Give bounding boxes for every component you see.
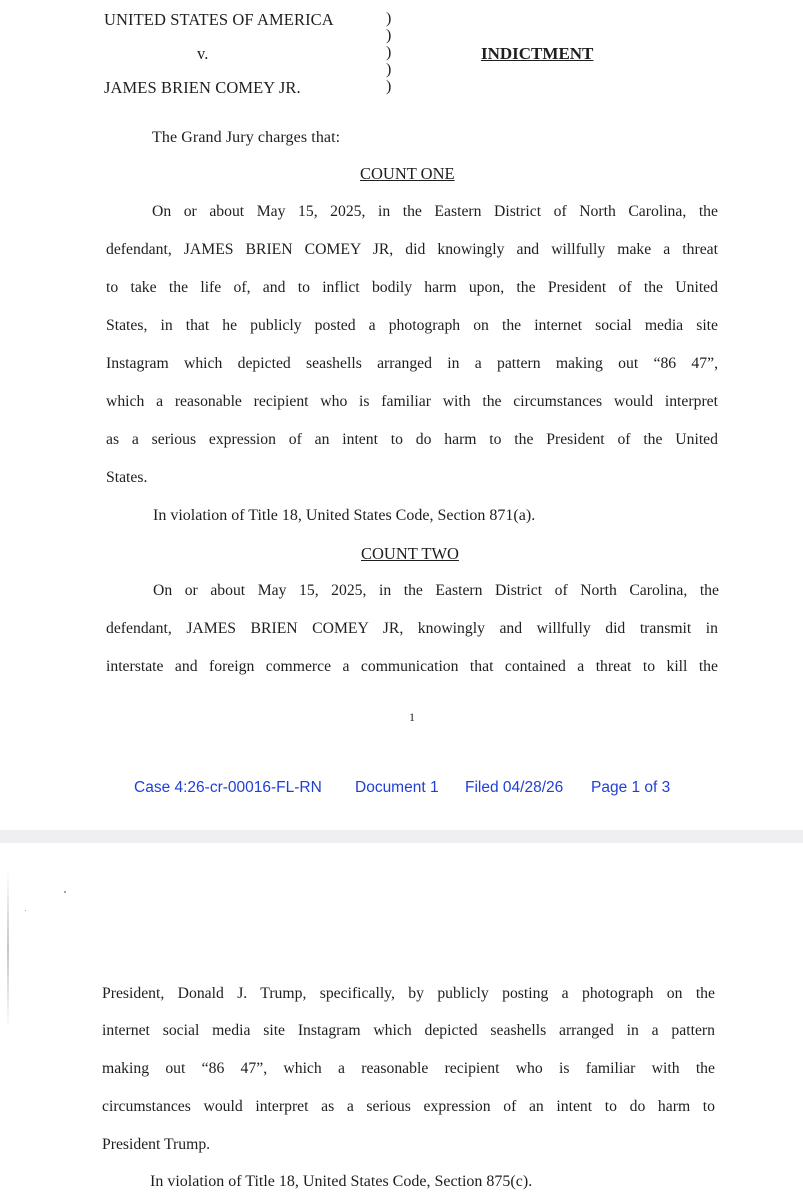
count-one-line: defendant, JAMES BRIEN COMEY JR, did knowingly and willfully make a threat — [106, 241, 718, 258]
count-two-line: defendant, JAMES BRIEN COMEY JR, knowingly and willfully did transmit in — [106, 620, 718, 637]
count-two-continued-line: President Trump. — [102, 1136, 211, 1153]
count-one-line: to take the life of, and to inflict bodily harm upon, the President of the United — [106, 279, 718, 296]
count-two-continued-line: President, Donald J. Trump, specifically, by publicly posting a photograph on the — [102, 985, 715, 1002]
count-two-line: On or about May 15, 2025, in the Eastern District of North Carolina, the — [153, 582, 719, 599]
caption-defendant: JAMES BRIEN COMEY JR. — [104, 78, 301, 97]
caption-paren: ) — [386, 61, 392, 78]
caption-paren: ) — [386, 44, 392, 61]
count-two-continued-line: making out “86 47”, which a reasonable recipient who is familiar with the — [102, 1060, 715, 1077]
count-two-violation: In violation of Title 18, United States Code, Section 875(c). — [150, 1173, 533, 1190]
document-title: INDICTMENT — [481, 44, 594, 63]
caption-paren: ) — [386, 27, 392, 44]
count-one-line: On or about May 15, 2025, in the Eastern District of North Carolina, the — [152, 203, 718, 220]
case-footer — [0, 779, 803, 799]
caption-plaintiff: UNITED STATES OF AMERICA — [104, 10, 334, 29]
count-one-line: Instagram which depicted seashells arranged in a pattern making out “86 47”, — [106, 355, 718, 372]
footer-page-count[interactable]: Page 1 of 3 — [591, 779, 671, 796]
caption-paren: ) — [386, 78, 392, 95]
caption-paren: ) — [386, 10, 392, 27]
scan-speck — [25, 910, 26, 911]
footer-filed-date[interactable]: Filed 04/28/26 — [465, 779, 564, 796]
count-two-continued-line: internet social media site Instagram which depicted seashells arranged in a pattern — [102, 1022, 715, 1039]
count-one-line: States, in that he publicly posted a photograph on the internet social media site — [106, 317, 718, 334]
grand-jury-intro: The Grand Jury charges that: — [152, 129, 341, 146]
count-one-line: as a serious expression of an intent to do harm to the President of the United — [106, 431, 718, 448]
count-two-heading: COUNT TWO — [361, 544, 459, 563]
footer-case-number[interactable]: Case 4:26-cr-00016-FL-RN — [134, 779, 322, 796]
scan-edge-mark — [7, 870, 9, 1030]
footer-document-number[interactable]: Document 1 — [355, 779, 439, 796]
count-one-line: States. — [106, 469, 148, 486]
count-one-heading: COUNT ONE — [360, 164, 455, 183]
count-one-violation: In violation of Title 18, United States Code, Section 871(a). — [153, 507, 536, 524]
page-separator — [0, 830, 803, 843]
count-two-continued-line: circumstances would interpret as a serious expression of an intent to do harm to — [102, 1098, 715, 1115]
count-two-line: interstate and foreign commerce a communication that contained a threat to kill the — [106, 658, 718, 675]
count-one-line: which a reasonable recipient who is familiar with the circumstances would interpret — [106, 393, 718, 410]
scan-speck — [64, 891, 66, 893]
caption-versus: v. — [197, 44, 209, 63]
page-number: 1 — [409, 710, 415, 724]
